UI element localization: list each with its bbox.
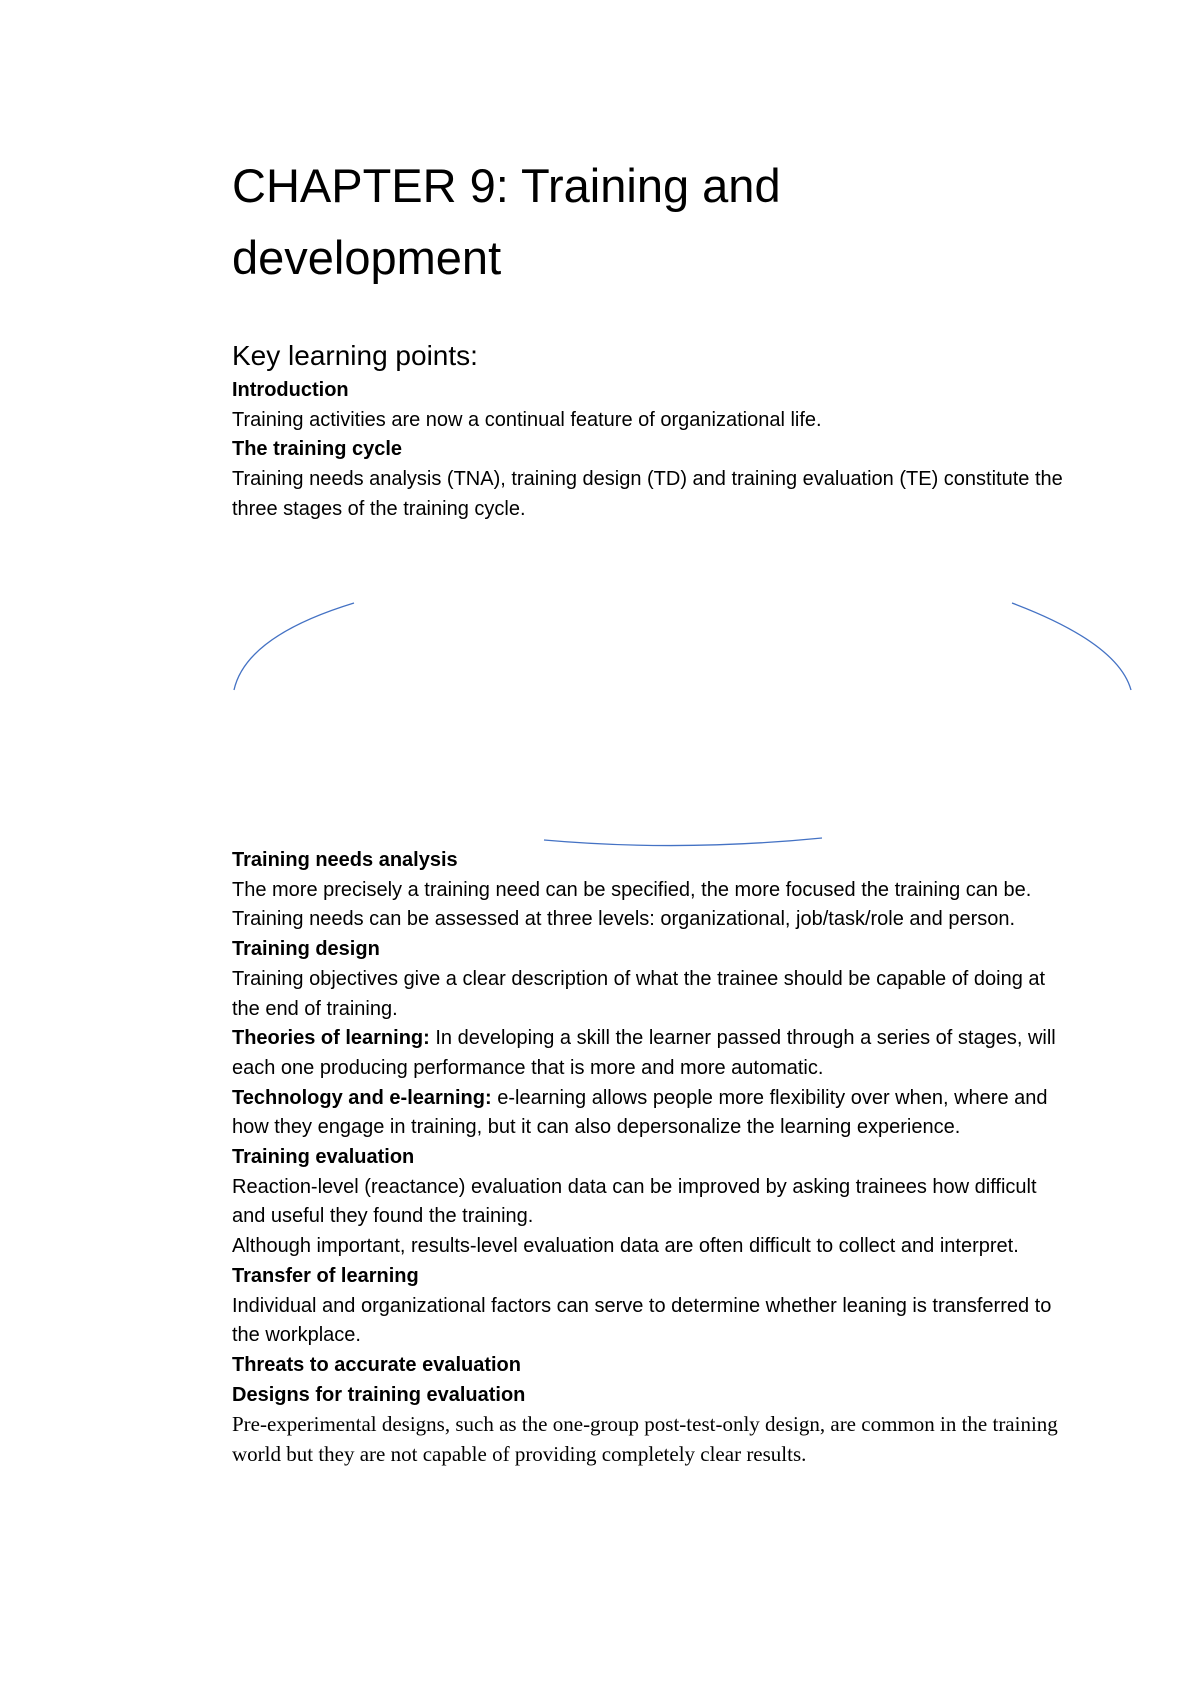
tna-heading: Training needs analysis — [232, 849, 458, 871]
technology-text: e-learning allows people more flexibility over when, where and how they engage in training, but it can also depersonalize the learning experience. — [232, 1086, 1048, 1139]
design-heading: Training design — [232, 938, 380, 961]
transfer-text: Individual and organizational factors can serve to determine whether leaning is transferred to the workplace. — [232, 1294, 1052, 1347]
theories-label: Theories of learning: — [232, 1027, 430, 1050]
cycle-text: Training needs analysis (TNA), training design (TD) and training evaluation (TE) constitute the three stages of the training cycle. — [232, 468, 1063, 520]
technology-label: Technology and e-learning: — [232, 1086, 492, 1109]
cycle-arc-right — [1012, 603, 1131, 690]
evaluation-text-2: Although important, results-level evaluation data are often difficult to collect and interpret. — [232, 1235, 1019, 1258]
theories-text: In developing a skill the learner passed through a series of stages, will each one producing performance that is more and more automatic. — [232, 1027, 1056, 1079]
main-section — [232, 846, 1072, 1470]
cycle-heading: The training cycle — [232, 438, 403, 461]
evaluation-text-1: Reaction-level (reactance) evaluation data can be improved by asking trainees how difficult and useful they found the training. — [232, 1175, 1037, 1228]
cycle-arc-left — [234, 603, 354, 690]
intro-heading: Introduction — [232, 379, 349, 401]
cycle-arc-bottom — [544, 838, 822, 846]
intro-text: Training activities are now a continual feature of organizational life. — [232, 408, 822, 431]
technology-paragraph — [232, 1084, 1072, 1143]
designs-text: Pre-experimental designs, such as the one-group post-test-only design, are common in the training world but they are not capable of providing completely clear results. — [232, 1412, 1058, 1467]
key-points-heading: Key learning points: — [232, 340, 478, 371]
designs-heading: Designs for training evaluation — [232, 1383, 526, 1406]
tna-text: The more precisely a training need can be specified, the more focused the training can be. Training needs can be assessed at three levels: organizational, job/task/role and person. — [232, 878, 1032, 931]
evaluation-heading: Training evaluation — [232, 1146, 415, 1169]
top-section — [232, 376, 1072, 525]
threats-heading: Threats to accurate evaluation — [232, 1353, 521, 1376]
design-text: Training objectives give a clear description of what the trainee should be capable of doing at the end of training. — [232, 967, 1046, 1020]
theories-paragraph — [232, 1024, 1072, 1083]
chapter-title: CHAPTER 9: Training and development — [232, 159, 781, 284]
transfer-heading: Transfer of learning — [232, 1264, 419, 1287]
